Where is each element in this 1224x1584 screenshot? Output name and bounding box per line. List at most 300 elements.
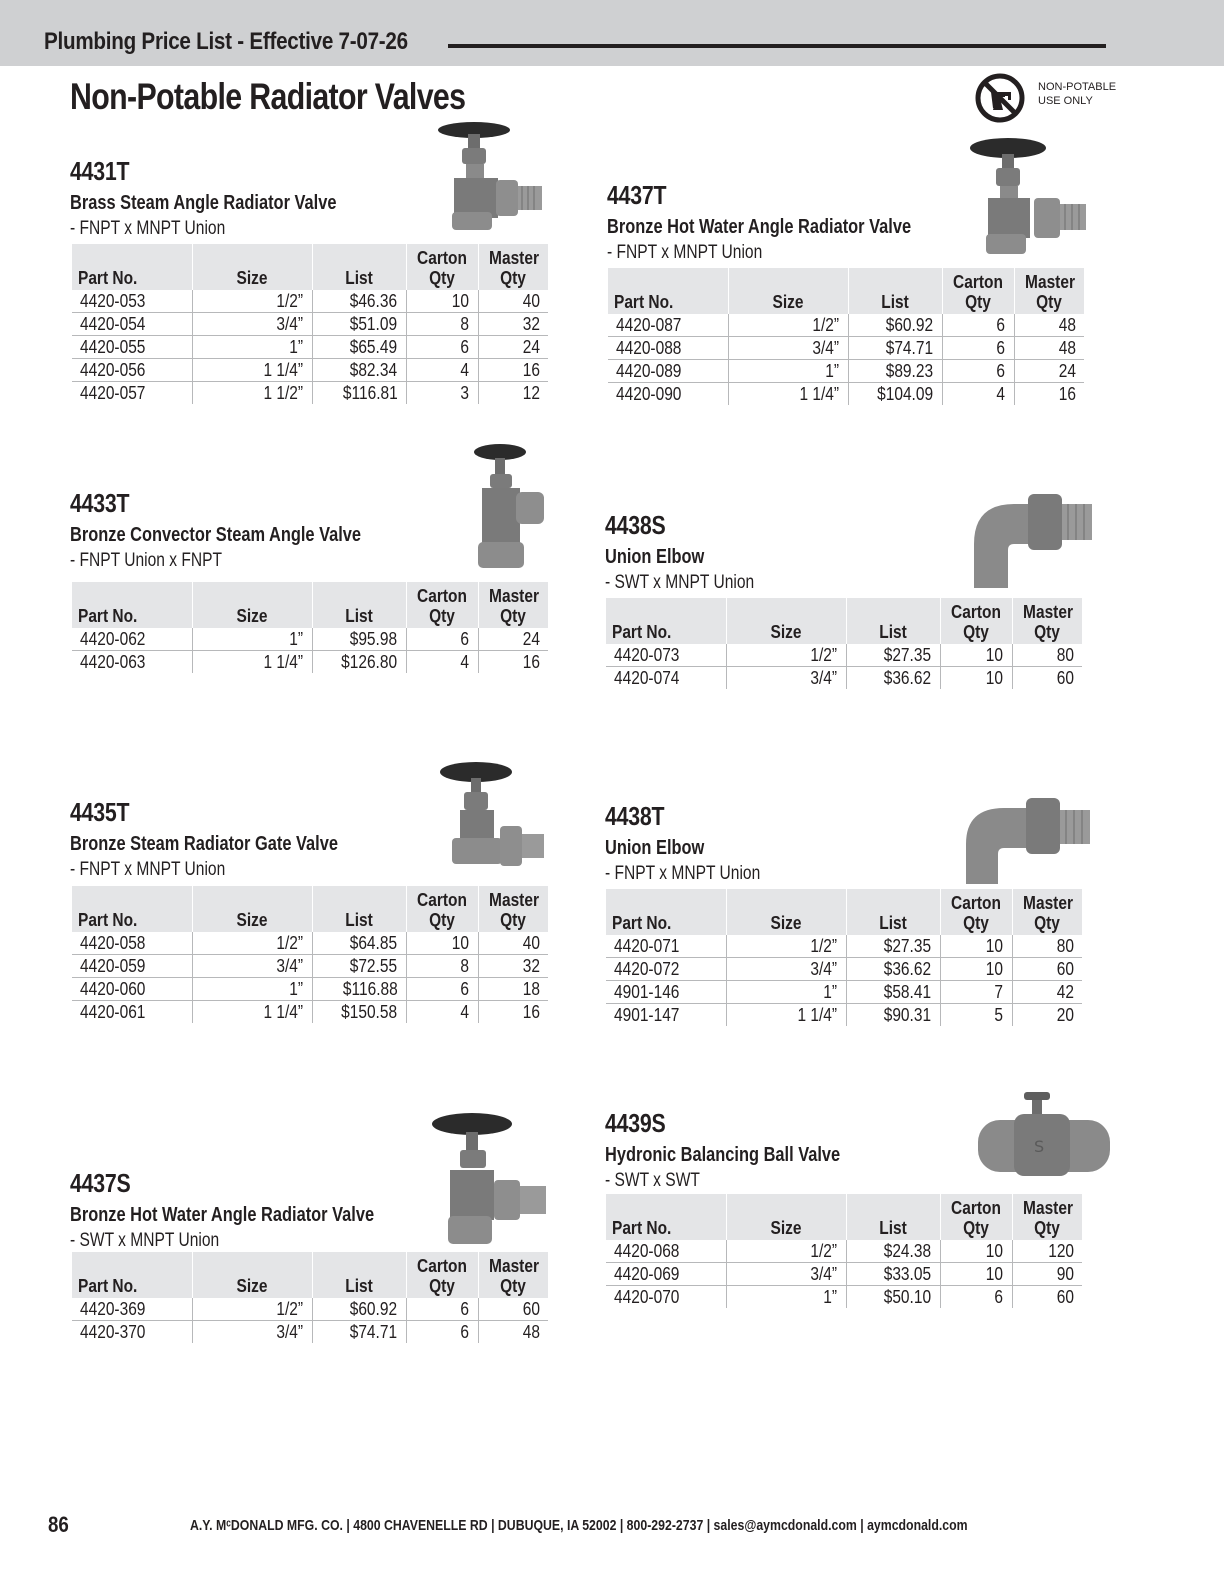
product-4433T [70,488,425,574]
master-qty-cell [1014,314,1084,337]
product-connection: - FNPT x MNPT Union [605,863,761,884]
master-qty-cell [1012,958,1082,981]
no-drinking-water-icon [974,72,1026,124]
cell-text: 4901-147 [614,1005,680,1025]
table-header-row [72,1252,548,1298]
table-row [72,1298,548,1321]
col-header-text: List [881,292,909,312]
list-price-cell [312,359,406,382]
cell-text: 4420-070 [614,1287,680,1307]
cell-text: 10 [452,933,470,953]
master-qty-cell [1014,383,1084,406]
part-no-cell [72,382,192,405]
carton-qty-cell [406,1321,478,1344]
size-cell [728,383,848,406]
list-price-cell [312,932,406,955]
carton-qty-cell [406,1001,478,1024]
cell-text: 1 1/4” [797,1005,838,1025]
cell-text: 4 [996,384,1006,404]
col-header-size [192,1252,312,1298]
table-row [72,978,548,1001]
cell-text: 1” [825,361,840,381]
product-4437T [607,180,978,266]
badge-line-1: NON-POTABLE [1038,81,1117,93]
table-header-row [606,889,1082,935]
product-name: Union Elbow [605,837,705,859]
col-header-text: Qty [500,910,526,930]
company-info: A.Y. MᶜDONALD MFG. CO. | 4800 CHAVENELLE RD | DUBUQUE, IA 52002 | 800-292-2737 | sales@aymcdonald.com | aymcdonald.com [190,1517,968,1534]
cell-text: $82.34 [350,360,398,380]
list-price-cell [846,1286,940,1309]
cell-text: $126.80 [341,652,398,672]
col-header-text: Part No. [78,910,138,930]
cell-text: $33.05 [884,1264,932,1284]
cell-text: 1 1/4” [799,384,840,404]
cell-text: 4420-059 [80,956,146,976]
part-no-cell [606,958,726,981]
product-connection: - FNPT x MNPT Union [70,859,226,880]
cell-text: 6 [460,629,470,649]
cell-text: 4420-060 [80,979,146,999]
product-4435T [70,797,397,883]
col-header-list [312,1252,406,1298]
carton-qty-cell [940,935,1012,958]
col-header-part-no [606,1194,726,1240]
col-header-text: Master [1024,272,1075,292]
list-price-cell [846,981,940,1004]
cell-text: 1/2” [276,1299,304,1319]
master-qty-cell [478,382,548,405]
cell-text: 4420-069 [614,1264,680,1284]
cell-text: 40 [522,933,540,953]
table-header-row [72,244,548,290]
table-header-row [606,598,1082,644]
union-elbow-fnpt-image [962,794,1094,886]
col-header-text: Part No. [78,1276,138,1296]
master-qty-cell [478,955,548,978]
col-header-list [846,598,940,644]
col-header-text: Size [236,1276,268,1296]
size-cell [728,337,848,360]
cell-text: 1/2” [810,936,838,956]
col-header-list [846,1194,940,1240]
cell-text: 6 [460,1299,470,1319]
cell-text: $72.55 [350,956,398,976]
col-header-text: Qty [965,292,991,312]
carton-qty-cell [406,382,478,405]
cell-text: 16 [522,652,540,672]
col-header-part-no [606,889,726,935]
master-qty-cell [478,336,548,359]
carton-qty-cell [406,955,478,978]
list-price-cell [848,314,942,337]
cell-text: 6 [996,361,1006,381]
cell-text: 32 [522,314,540,334]
table-row [608,314,1084,337]
col-header-size [728,268,848,314]
cell-text: $24.38 [884,1241,932,1261]
col-header-text: Size [236,606,268,626]
col-header-list [846,889,940,935]
carton-qty-cell [940,1004,1012,1027]
part-no-cell [606,935,726,958]
size-cell [192,382,312,405]
cell-text: $58.41 [884,982,932,1002]
carton-qty-cell [406,336,478,359]
part-no-cell [72,1298,192,1321]
cell-text: 4420-056 [80,360,146,380]
cell-text: $104.09 [877,384,934,404]
col-header-list [312,886,406,932]
convector-valve-image [472,442,548,572]
col-header-text: Master [1022,602,1073,622]
cell-text: 4420-369 [80,1299,146,1319]
price-table-4435T [72,886,549,1023]
cell-text: 4901-146 [614,982,680,1002]
col-header-text: Part No. [78,268,138,288]
col-header-text: Master [488,586,539,606]
size-cell [192,313,312,336]
cell-text: 10 [986,1241,1004,1261]
cell-text: 1 1/4” [263,652,304,672]
size-cell [192,932,312,955]
product-name: Bronze Hot Water Angle Radiator Valve [607,216,912,238]
cell-text: $74.71 [350,1322,398,1342]
price-table-4431T [72,244,549,404]
product-name: Union Elbow [605,546,705,568]
cell-text: $116.88 [342,979,398,999]
table-row [72,1321,548,1344]
master-qty-cell [1012,1240,1082,1263]
col-header-text: List [345,1276,373,1296]
col-header-master-qty [1012,1194,1082,1240]
product-code: 4431T [70,156,130,186]
master-qty-cell [1012,981,1082,1004]
carton-qty-cell [942,360,1014,383]
price-table-4439S [606,1194,1083,1308]
part-no-cell [72,955,192,978]
product-connection: - SWT x MNPT Union [605,572,755,593]
cell-text: 120 [1048,1241,1074,1261]
carton-qty-cell [940,1240,1012,1263]
carton-qty-cell [942,337,1014,360]
table-row [606,1004,1082,1027]
col-header-text: Qty [963,622,989,642]
cell-text: 4420-054 [80,314,146,334]
col-header-text: Part No. [612,913,672,933]
col-header-master-qty [478,1252,548,1298]
part-no-cell [606,644,726,667]
cell-text: 4 [460,1002,470,1022]
cell-text: 3/4” [810,1264,838,1284]
cell-text: 10 [986,959,1004,979]
cell-text: $46.36 [350,291,398,311]
product-4437S [70,1168,441,1254]
part-no-cell [608,360,728,383]
list-price-cell [312,651,406,674]
cell-text: 6 [460,1322,470,1342]
table-row [72,382,548,405]
carton-qty-cell [406,651,478,674]
table-row [72,955,548,978]
size-cell [726,667,846,690]
product-code: 4433T [70,488,130,518]
cell-text: $50.10 [884,1287,932,1307]
cell-text: 4420-074 [614,668,680,688]
col-header-master-qty [478,244,548,290]
table-header-row [606,1194,1082,1240]
cell-text: $116.81 [342,383,398,403]
cell-text: 12 [522,383,540,403]
cell-text: 3 [460,383,470,403]
part-no-cell [72,336,192,359]
col-header-text: Size [236,910,268,930]
col-header-text: Master [488,890,539,910]
table-row [606,1263,1082,1286]
cell-text: 8 [460,956,470,976]
badge-line-2: USE ONLY [1038,95,1093,107]
col-header-carton-qty [940,889,1012,935]
list-price-cell [846,1263,940,1286]
cell-text: 1” [289,337,304,357]
master-qty-cell [1012,644,1082,667]
master-qty-cell [1012,667,1082,690]
col-header-text: Qty [429,1276,455,1296]
cell-text: 24 [522,337,540,357]
cell-text: 10 [986,936,1004,956]
col-header-carton-qty [940,598,1012,644]
col-header-text: Part No. [612,622,672,642]
cell-text: 60 [522,1299,540,1319]
table-header-row [72,886,548,932]
col-header-text: Size [236,268,268,288]
page-number: 86 [48,1512,69,1537]
product-4438S [605,510,787,596]
part-no-cell [608,337,728,360]
header-rule [448,44,1106,48]
col-header-text: Carton [953,272,1003,292]
svg-text:S: S [1034,1137,1045,1156]
cell-text: 16 [1058,384,1076,404]
carton-qty-cell [406,978,478,1001]
cell-text: 1/2” [810,1241,838,1261]
table-row [72,290,548,313]
cell-text: 6 [460,337,470,357]
product-code: 4437S [70,1168,131,1198]
cell-text: 5 [994,1005,1004,1025]
col-header-text: Size [770,622,802,642]
col-header-text: List [345,268,373,288]
size-cell [192,336,312,359]
list-price-cell [846,1240,940,1263]
part-no-cell [608,314,728,337]
cell-text: 20 [1056,1005,1074,1025]
part-no-cell [72,313,192,336]
cell-text: 3/4” [276,314,304,334]
gate-valve-image [438,760,548,870]
cell-text: $27.35 [884,936,932,956]
carton-qty-cell [406,290,478,313]
cell-text: 1” [289,979,304,999]
product-name: Hydronic Balancing Ball Valve [605,1144,841,1166]
product-4431T [70,156,395,242]
master-qty-cell [478,1298,548,1321]
col-header-part-no [72,886,192,932]
cell-text: 48 [522,1322,540,1342]
col-header-text: Qty [963,913,989,933]
col-header-size [192,886,312,932]
list-price-cell [848,360,942,383]
list-price-cell [846,1004,940,1027]
col-header-text: Part No. [612,1218,672,1238]
cell-text: 80 [1056,645,1074,665]
product-name: Brass Steam Angle Radiator Valve [70,192,337,214]
master-qty-cell [478,359,548,382]
cell-text: 42 [1056,982,1074,1002]
size-cell [192,955,312,978]
master-qty-cell [1014,337,1084,360]
cell-text: 24 [522,629,540,649]
col-header-text: Qty [500,1276,526,1296]
table-row [72,932,548,955]
cell-text: 4420-061 [80,1002,146,1022]
cell-text: 60 [1056,1287,1074,1307]
col-header-text: Qty [1036,292,1062,312]
col-header-master-qty [478,886,548,932]
carton-qty-cell [940,1286,1012,1309]
col-header-part-no [608,268,728,314]
cell-text: 8 [460,314,470,334]
col-header-size [726,598,846,644]
product-connection: - FNPT x MNPT Union [70,218,226,239]
col-header-list [848,268,942,314]
size-cell [726,1263,846,1286]
cell-text: 3/4” [810,668,838,688]
size-cell [726,981,846,1004]
cell-text: 4420-068 [614,1241,680,1261]
col-header-part-no [606,598,726,644]
carton-qty-cell [940,958,1012,981]
cell-text: 40 [522,291,540,311]
master-qty-cell [1014,360,1084,383]
cell-text: 1” [289,629,304,649]
col-header-text: Carton [951,893,1001,913]
size-cell [726,935,846,958]
price-table-4437T [608,268,1085,405]
table-header-row [72,582,548,628]
list-price-cell [312,1001,406,1024]
table-row [72,651,548,674]
angle-valve-image [436,120,548,238]
col-header-text: Size [772,292,804,312]
list-price-cell [312,955,406,978]
list-price-cell [846,644,940,667]
carton-qty-cell [940,1263,1012,1286]
col-header-text: Master [488,248,539,268]
part-no-cell [606,1286,726,1309]
cell-text: $64.85 [350,933,398,953]
cell-text: 80 [1056,936,1074,956]
table-row [606,981,1082,1004]
col-header-text: List [345,606,373,626]
product-name: Bronze Steam Radiator Gate Valve [70,833,338,855]
size-cell [192,628,312,651]
cell-text: 4420-088 [616,338,682,358]
cell-text: 16 [522,1002,540,1022]
size-cell [192,1001,312,1024]
carton-qty-cell [940,644,1012,667]
cell-text: 1 1/4” [263,360,304,380]
master-qty-cell [1012,1263,1082,1286]
part-no-cell [606,1263,726,1286]
col-header-text: Size [770,913,802,933]
col-header-text: Carton [417,248,467,268]
list-price-cell [846,935,940,958]
col-header-text: Part No. [614,292,674,312]
col-header-text: Qty [429,606,455,626]
part-no-cell [606,981,726,1004]
product-code: 4439S [605,1108,666,1138]
table-row [606,1286,1082,1309]
col-header-carton-qty [942,268,1014,314]
col-header-master-qty [1014,268,1084,314]
col-header-carton-qty [406,1252,478,1298]
part-no-cell [72,359,192,382]
cell-text: $74.71 [886,338,934,358]
cell-text: $51.09 [350,314,398,334]
cell-text: $27.35 [884,645,932,665]
union-elbow-swt-image [968,488,1096,590]
cell-text: $95.98 [350,629,398,649]
cell-text: $60.92 [886,315,934,335]
list-price-cell [846,667,940,690]
carton-qty-cell [942,383,1014,406]
table-row [72,1001,548,1024]
col-header-text: Carton [417,586,467,606]
col-header-size [726,1194,846,1240]
cell-text: 60 [1056,668,1074,688]
cell-text: 6 [994,1287,1004,1307]
col-header-carton-qty [406,886,478,932]
ball-valve-image [974,1090,1114,1182]
cell-text: 90 [1056,1264,1074,1284]
col-header-carton-qty [406,582,478,628]
col-header-text: Qty [1034,1218,1060,1238]
size-cell [726,1240,846,1263]
col-header-list [312,582,406,628]
cell-text: 1/2” [276,291,304,311]
table-row [608,360,1084,383]
table-row [606,958,1082,981]
page-heading: Non-Potable Radiator Valves [70,76,466,117]
master-qty-cell [1012,1004,1082,1027]
size-cell [726,1004,846,1027]
cell-text: 16 [522,360,540,380]
cell-text: 1 1/4” [263,1002,304,1022]
list-price-cell [312,336,406,359]
cell-text: 3/4” [812,338,840,358]
list-price-cell [312,382,406,405]
carton-qty-cell [406,1298,478,1321]
master-qty-cell [1012,935,1082,958]
cell-text: 1/2” [812,315,840,335]
cell-text: 48 [1058,338,1076,358]
col-header-carton-qty [940,1194,1012,1240]
cell-text: 4 [460,652,470,672]
carton-qty-cell [406,359,478,382]
master-qty-cell [1012,1286,1082,1309]
hot-water-swt-valve-image [428,1110,550,1248]
